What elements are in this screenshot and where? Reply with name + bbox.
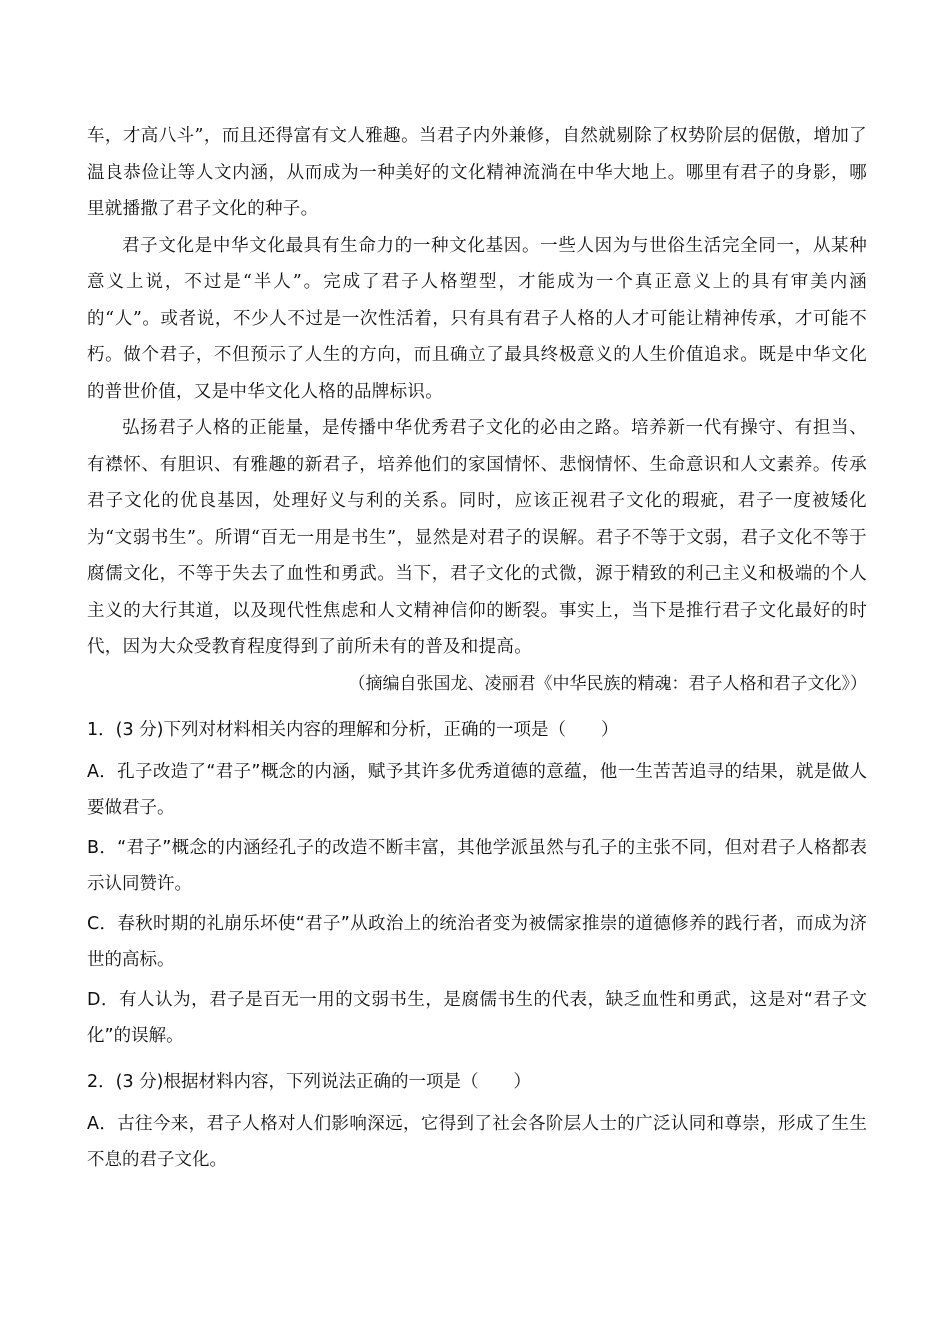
- passage-paragraph-3: 弘扬君子人格的正能量，是传播中华优秀君子文化的必由之路。培养新一代有操守、有担当、有襟怀、有胆识、有雅趣的新君子，培养他们的家国情怀、悲悯情怀、生命意识和人文素养。传承君子文化的优良基因，处理好义与利的关系。同时，应该正视君子文化的瑕疵，君子一度被矮化为“文弱书生”。所谓“百无一用是书生”，显然是对君子的误解。君子不等于文弱，君子文化不等于腐儒文化，不等于失去了血性和勇武。当下，君子文化的式微，源于精致的利己主义和极端的个人主义的大行其道，以及现代性焦虑和人文精神信仰的断裂。事实上，当下是推行君子文化最好的时代，因为大众受教育程度得到了前所未有的普及和提高。: [87, 418, 867, 657]
- question-2: [87, 1064, 867, 1178]
- question-1-option-d: D．有人认为，君子是百无一用的文弱书生，是腐儒书生的代表，缺乏血性和勇武，这是对“君子文化”的误解。: [87, 989, 867, 1046]
- passage-paragraph-1: 车，才高八斗”，而且还得富有文人雅趣。当君子内外兼修，自然就剔除了权势阶层的倨傲，增加了温良恭俭让等人文内涵，从而成为一种美好的文化精神流淌在中华大地上。哪里有君子的身影，哪里就播撒了君子文化的种子。: [87, 126, 867, 219]
- question-1-option-c: C．春秋时期的礼崩乐坏使“君子”从政治上的统治者变为被儒家推崇的道德修养的践行者，而成为济世的高标。: [87, 913, 867, 970]
- question-2-stem: 2．(3 分)根据材料内容，下列说法正确的一项是（ ）: [87, 1071, 531, 1092]
- document-page: [87, 118, 867, 1182]
- passage-source: （摘编自张国龙、凌丽君《中华民族的精魂：君子人格和君子文化》）: [348, 673, 867, 694]
- question-1-stem: 1．(3 分)下列对材料相关内容的理解和分析，正确的一项是（ ）: [87, 719, 619, 740]
- question-1: [87, 712, 867, 1054]
- question-2-option-a: A．古往今来，君子人格对人们影响深远，它得到了社会各阶层人士的广泛认同和尊崇，形成了生生不息的君子文化。: [87, 1113, 867, 1170]
- passage-paragraph-2: 君子文化是中华文化最具有生命力的一种文化基因。一些人因为与世俗生活完全同一，从某种意义上说，不过是“半人”。完成了君子人格塑型，才能成为一个真正意义上的具有审美内涵的“人”。或者说，不少人不过是一次性活着，只有具有君子人格的人才可能让精神传承，才可能不朽。做个君子，不但预示了人生的方向，而且确立了最具终极意义的人生价值追求。既是中华文化的普世价值，又是中华文化人格的品牌标识。: [87, 235, 867, 402]
- question-1-option-a: A．孔子改造了“君子”概念的内涵，赋予其许多优秀道德的意蕴，他一生苦苦追寻的结果，就是做人要做君子。: [87, 761, 867, 818]
- question-1-option-b: B．“君子”概念的内涵经孔子的改造不断丰富，其他学派虽然与孔子的主张不同，但对君子人格都表示认同赞许。: [87, 837, 867, 894]
